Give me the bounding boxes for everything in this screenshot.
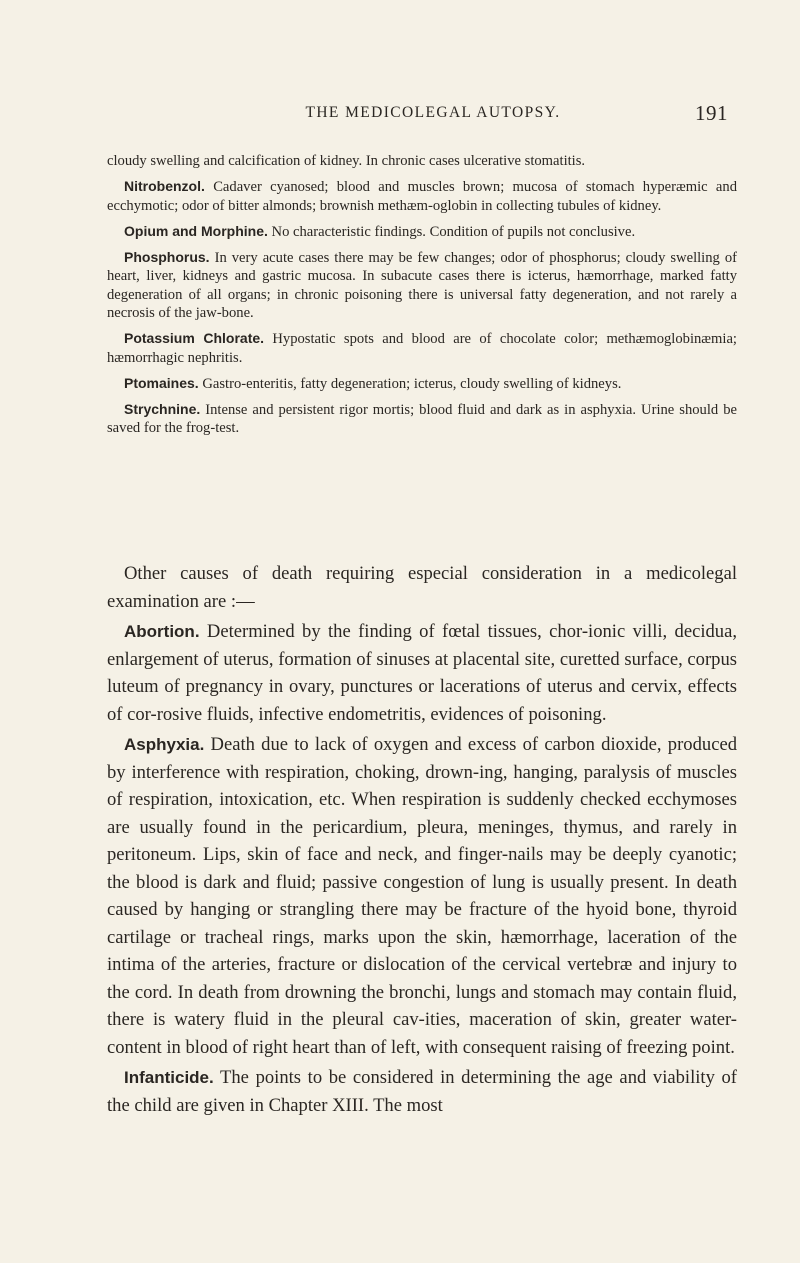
entry-nitrobenzol [107, 177, 737, 215]
entry-phosphorus [107, 248, 737, 323]
entry-opium-morphine [107, 222, 737, 242]
entry-heading: Ptomaines. [124, 374, 199, 391]
entry-asphyxia [107, 731, 737, 1061]
entry-infanticide [107, 1064, 737, 1119]
entry-potassium-chlorate [107, 329, 737, 367]
main-text-section [107, 560, 737, 1122]
entry-heading: Potassium Chlorate. [124, 330, 265, 347]
entry-abortion [107, 618, 737, 728]
entry-ptomaines [107, 374, 737, 394]
small-print-section [107, 152, 737, 444]
entry-body: No characteristic findings. Condition of pupils not conclusive. [271, 223, 636, 240]
entry-body: Hypostatic spots and blood are of chocolate color; methæmoglobinæmia; hæmorrhagic nephritis. [107, 331, 737, 366]
running-title: THE MEDICOLEGAL AUTOPSY. [305, 104, 561, 121]
entry-body: Death due to lack of oxygen and excess of carbon dioxide, produced by interference with respiration, choking, drown-ing, hanging, paralysis of muscles of respiration, intoxication, etc. When respiration is suddenly checked ecchymoses are usually found in the pericardium, pleura, meninges, thymus, and rarely in peritoneum. Lips, skin of face and neck, and finger-nails may be deeply cyanotic; the blood is dark and fluid; passive congestion of lung is usually present. In death caused by hanging or strangling there may be fracture of the hyoid bone, thyroid cartilage or tracheal rings, marks upon the skin, hæmorrhage, laceration of the intima of the arteries, fracture or dislocation of the cervical vertebræ and injury to the cord. In death from drowning the bronchi, lungs and stomach may contain fluid, there is watery fluid in the pleural cav-ities, maceration of skin, greater water-content in blood of right heart than of left, with consequent raising of freezing point. [107, 734, 737, 1058]
entry-strychnine [107, 400, 737, 438]
entry-heading: Strychnine. [124, 400, 201, 417]
entry-heading: Opium and Morphine. [124, 222, 268, 239]
continuation-paragraph: cloudy swelling and calcification of kidney. In chronic cases ulcerative stomatitis. [107, 153, 586, 169]
entry-heading: Phosphorus. [124, 248, 210, 265]
entry-body: Determined by the finding of fœtal tissues, chor-ionic villi, decidua, enlargement of uterus, formation of sinuses at placental site, curetted surface, corpus luteum of pregnancy in ovary, punctures or lacerations of uterus and cervix, effects of cor-rosive fluids, infective endometritis, evidences of poisoning. [107, 621, 737, 725]
entry-body: Intense and persistent rigor mortis; blood fluid and dark as in asphyxia. Urine should be saved for the frog-test. [107, 401, 737, 437]
entry-heading: Abortion. [124, 622, 200, 641]
entry-body: Cadaver cyanosed; blood and muscles brown; mucosa of stomach hyperæmic and ecchymotic; odor of bitter almonds; brownish methæm-oglobin in collecting tubules of kidney. [107, 178, 737, 214]
page-number: 191 [695, 101, 728, 125]
entry-heading: Infanticide. [124, 1068, 214, 1087]
entry-body: The points to be considered in determining the age and viability of the child are given in Chapter XIII. The most [107, 1067, 738, 1116]
running-head [108, 101, 728, 130]
entry-heading: Nitrobenzol. [124, 177, 205, 194]
entry-heading: Asphyxia. [124, 735, 205, 754]
intro-paragraph: Other causes of death requiring especial consideration in a medicolegal examination are :— [107, 563, 737, 612]
entry-body: In very acute cases there may be few changes; odor of phosphorus; cloudy swelling of heart, liver, kidneys and gastric mucosa. In subacute cases there is icterus, hæmorrhage, marked fatty degeneration of all organs; in chronic poisoning there is universal fatty degeneration, and not rarely a necrosis of the jaw-bone. [107, 249, 737, 322]
entry-body: Gastro-enteritis, fatty degeneration; icterus, cloudy swelling of kidneys. [202, 375, 622, 392]
